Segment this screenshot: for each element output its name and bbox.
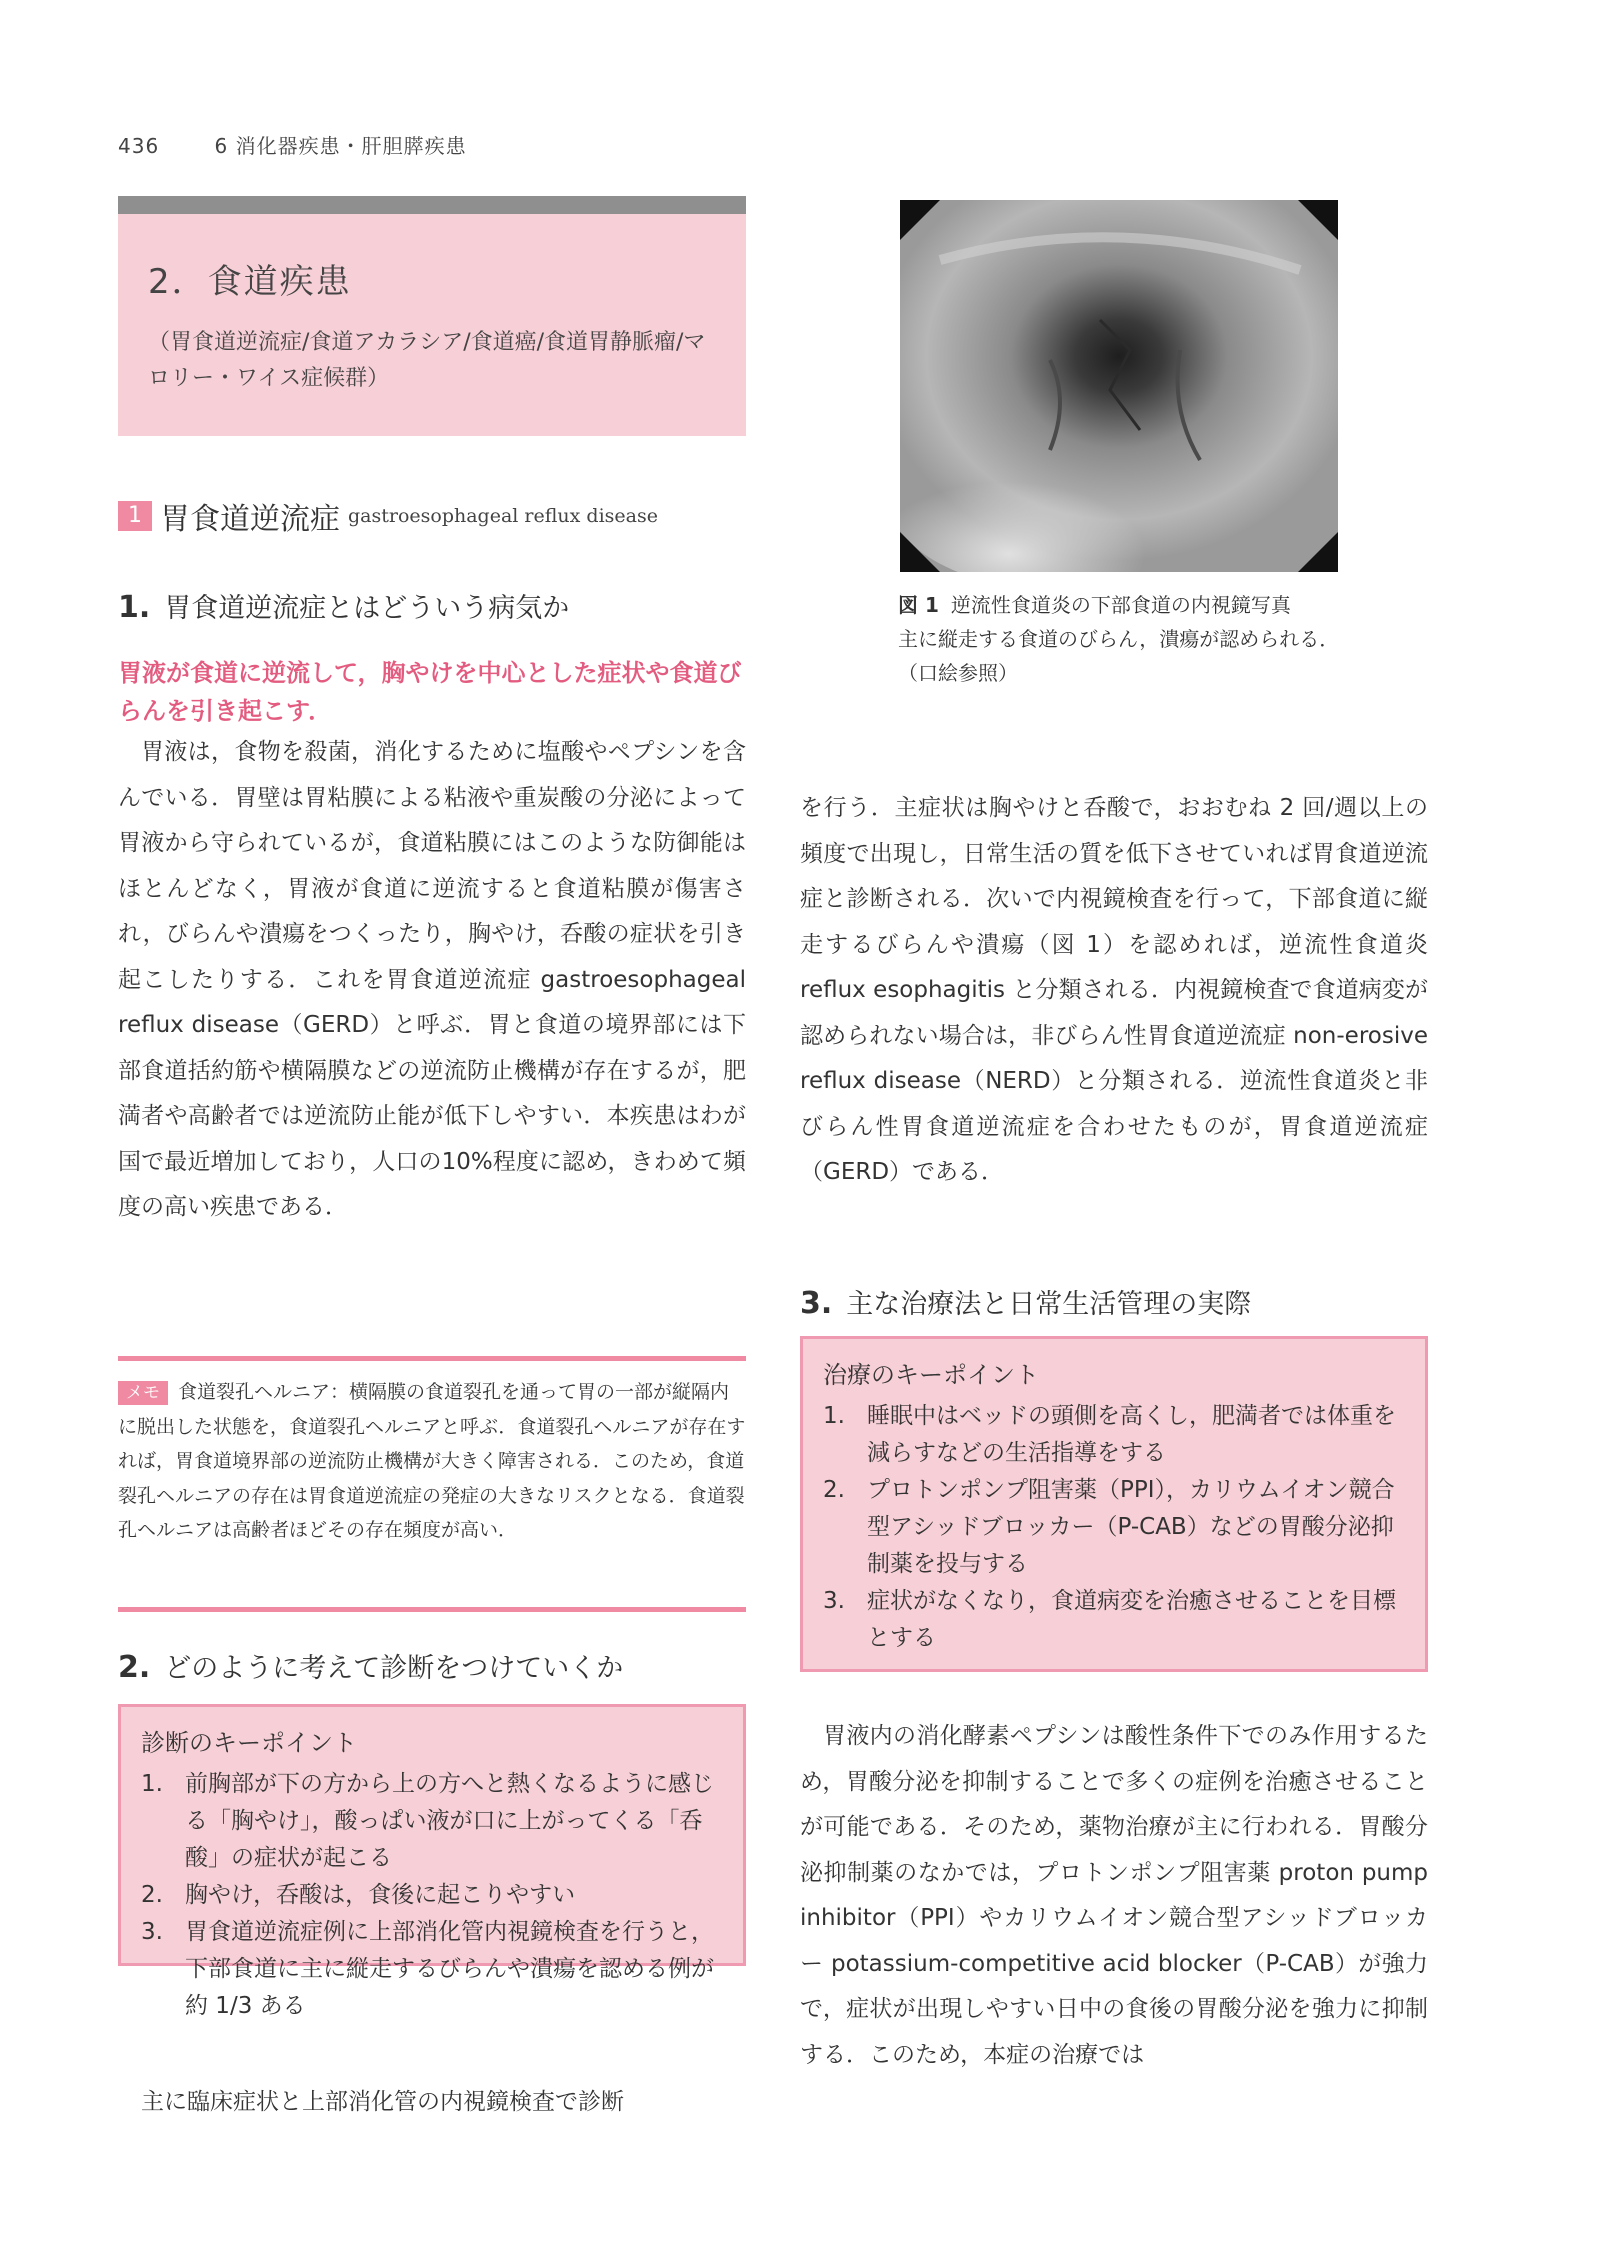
chapter-subtitle: （胃食道逆流症/食道アカラシア/食道癌/食道胃静脈瘤/マロリー・ワイス症候群） xyxy=(148,330,706,391)
list-item xyxy=(823,1472,1405,1583)
body-paragraph-2: 主に臨床症状と上部消化管の内視鏡検査で診断 xyxy=(141,2089,624,2115)
chapter-title: 2．食道疾患 xyxy=(148,262,352,302)
list-item-text: 胸やけ，呑酸は，食後に起こりやすい xyxy=(185,1882,576,1908)
figure-caption-title: 逆流性食道炎の下部食道の内視鏡写真 xyxy=(950,593,1291,617)
endoscopy-photo xyxy=(900,200,1338,572)
diagnosis-keypoint-box xyxy=(118,1704,746,2019)
list-item xyxy=(141,1766,723,1877)
memo-text: 食道裂孔ヘルニア：横隔膜の食道裂孔を通って胃の一部が縦隔内に脱出した状態を，食道裂孔ヘルニアと呼ぶ．食道裂孔ヘルニアが存在すれば，胃食道境界部の逆流防止機構が大きく障害される．このため，食道裂孔ヘルニアの存在は胃食道逆流症の発症の大きなリスクとなる．食道裂孔ヘルニアは高齢者ほどその存在頻度が高い． xyxy=(118,1381,746,1541)
section-heading xyxy=(118,494,658,538)
list-item-number: 2. xyxy=(141,1882,163,1908)
list-item xyxy=(141,1914,723,2025)
figure-number: 図 1 xyxy=(898,593,939,617)
memo-tag: メモ xyxy=(118,1381,168,1405)
subheading-2 xyxy=(118,1646,623,1685)
list-item-number: 1. xyxy=(823,1403,845,1429)
body-text-2 xyxy=(118,2080,746,2126)
chapter-title-box xyxy=(118,214,746,436)
treatment-keypoint-list xyxy=(823,1398,1405,1657)
figure-caption-text: 主に縦走する食道のびらん，潰瘍が認められる．（口絵参照） xyxy=(898,627,1340,685)
body-text-1 xyxy=(118,730,746,1231)
lead-summary: 胃液が食道に逆流して，胸やけを中心とした症状や食道びらんを引き起こす． xyxy=(118,659,742,725)
chapter-heading: 6 消化器疾患・肝胆膵疾患 xyxy=(214,134,467,158)
list-item-text: プロトンポンプ阻害薬（PPI），カリウムイオン競合型アシッドブロッカー（P-CAB）などの胃酸分泌抑制薬を投与する xyxy=(867,1477,1395,1577)
subheading-2-number: 2. xyxy=(118,1650,151,1685)
endoscopy-image xyxy=(900,200,1338,572)
list-item-number: 1. xyxy=(141,1771,163,1797)
subheading-3-number: 3. xyxy=(800,1286,833,1321)
subheading-1-number: 1. xyxy=(118,590,151,625)
treatment-keypoint-box xyxy=(800,1336,1428,1672)
treatment-keypoint-title: 治療のキーポイント xyxy=(823,1361,1039,1389)
list-item-text: 睡眠中はベッドの頭側を高くし，肥満者では体重を減らすなどの生活指導をする xyxy=(867,1403,1396,1466)
list-item-number: 3. xyxy=(823,1588,845,1614)
list-item xyxy=(823,1583,1405,1657)
list-item-text: 症状がなくなり，食道病変を治癒させることを目標とする xyxy=(867,1588,1396,1651)
subheading-1 xyxy=(118,586,569,625)
body-text-4 xyxy=(800,1714,1428,2078)
running-header xyxy=(118,130,467,159)
section-number-badge: 1 xyxy=(118,501,152,531)
list-item-number: 2. xyxy=(823,1477,845,1503)
list-item-text: 前胸部が下の方から上の方へと熱くなるように感じる「胸やけ」，酸っぱい液が口に上がってくる「呑酸」の症状が起こる xyxy=(185,1771,714,1871)
memo-box xyxy=(118,1356,746,1612)
body-paragraph-4: 胃液内の消化酵素ペプシンは酸性条件下でのみ作用するため，胃酸分泌を抑制することで多くの症例を治癒させることが可能である．そのため，薬物治療が主に行われる．胃酸分泌抑制薬のなかでは，プロトンポンプ阻害薬 proton pump inhibitor（PPI）やカリウムイオン競合型アシッドブロッカー potassium-competitive acid blocker（P-CAB）が強力で，症状が出現しやすい日中の食後の胃酸分泌を強力に抑制する．このため，本症の治療では xyxy=(800,1723,1428,2068)
section-title: 胃食道逆流症 xyxy=(160,502,340,537)
subheading-1-title: 胃食道逆流症とはどういう病気か xyxy=(164,593,570,624)
list-item-number: 3. xyxy=(141,1919,163,1945)
section-title-en: gastroesophageal reflux disease xyxy=(348,505,658,527)
list-item xyxy=(141,1877,723,1914)
diagnosis-keypoint-list xyxy=(141,1766,723,2025)
body-paragraph-1: 胃液は，食物を殺菌，消化するために塩酸やペプシンを含んでいる．胃壁は胃粘膜による粘液や重炭酸の分泌によって胃液から守られているが，食道粘膜にはこのような防御能はほとんどなく，胃液が食道に逆流すると食道粘膜が傷害され，びらんや潰瘍をつくったり，胸やけ，呑酸の症状を引き起こしたりする．これを胃食道逆流症 gastroesophageal reflux disease（GERD）と呼ぶ．胃と食道の境界部には下部食道括約筋や横隔膜などの逆流防止機構が存在するが，肥満者や高齢者では逆流防止能が低下しやすい．本疾患はわが国で最近増加しており，人口の10%程度に認め，きわめて頻度の高い疾患である． xyxy=(118,739,746,1220)
subheading-2-title: どのように考えて診断をつけていくか xyxy=(164,1653,624,1684)
page-number: 436 xyxy=(118,134,160,158)
body-paragraph-3: を行う．主症状は胸やけと呑酸で，おおむね 2 回/週以上の頻度で出現し，日常生活の質を低下させていれば胃食道逆流症と診断される．次いで内視鏡検査を行って，下部食道に縦走するびらんや潰瘍（図 1）を認めれば，逆流性食道炎 reflux esophagitis と分類される．内視鏡検査で食道病変が認められない場合は，非びらん性胃食道逆流症 non-erosive reflux disease（NERD）と分類される．逆流性食道炎と非びらん性胃食道逆流症を合わせたものが，胃食道逆流症（GERD）である． xyxy=(800,795,1428,1185)
figure-caption xyxy=(898,588,1346,690)
chapter-title-bar xyxy=(118,196,746,214)
subheading-3-title: 主な治療法と日常生活管理の実際 xyxy=(846,1289,1252,1320)
list-item xyxy=(823,1398,1405,1472)
subheading-3 xyxy=(800,1282,1251,1321)
list-item-text: 胃食道逆流症例に上部消化管内視鏡検査を行うと，下部食道に主に縦走するびらんや潰瘍を認める例が約 1/3 ある xyxy=(185,1919,714,2019)
diagnosis-keypoint-title: 診断のキーポイント xyxy=(141,1729,357,1757)
body-text-3 xyxy=(800,786,1428,1196)
